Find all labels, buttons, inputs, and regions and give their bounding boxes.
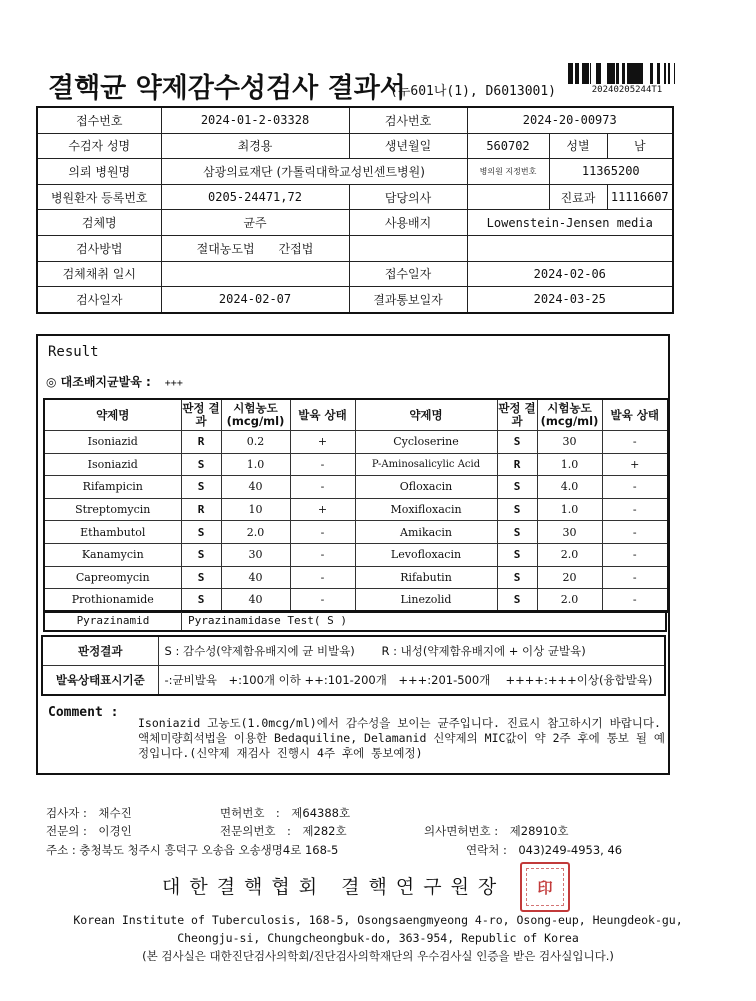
drug-name: Capreomycin <box>44 566 181 589</box>
drug-name: Rifampicin <box>44 476 181 499</box>
barcode-bar <box>627 63 629 84</box>
drug-judgement: S <box>497 498 537 521</box>
drug-concentration: 4.0 <box>537 476 602 499</box>
drug-concentration: 30 <box>537 521 602 544</box>
drug-column-header: 시험농도 (mcg/ml) <box>221 399 290 431</box>
info-value: 11365200 <box>549 159 673 185</box>
info-value: 삼광의료재단 (가톨릭대학교성빈센트병원) <box>161 159 467 185</box>
drug-name: Streptomycin <box>44 498 181 521</box>
drug-column-header: 시험농도 (mcg/ml) <box>537 399 602 431</box>
barcode-bar <box>629 63 632 84</box>
info-row <box>37 133 673 159</box>
legend-header-judgement: 판정결과 <box>42 636 158 666</box>
drug-name: Moxifloxacin <box>355 498 497 521</box>
drug-name: Levofloxacin <box>355 543 497 566</box>
table-row <box>44 566 668 589</box>
drug-judgement: S <box>497 431 537 454</box>
barcode-bar <box>622 63 625 84</box>
drug-growth: - <box>602 476 668 499</box>
drug-column-header: 발육 상태 <box>290 399 355 431</box>
drug-column-header: 판정 결과 <box>497 399 537 431</box>
contact: 연락처 : 043)249-4953, 46 <box>466 843 623 857</box>
info-value: Lowenstein-Jensen media <box>467 210 673 236</box>
barcode-bar <box>674 63 675 84</box>
english-address-line2: Cheongju-si, Chungcheongbuk-do, 363-954, Republic of Korea <box>177 931 579 945</box>
legend-header-growth: 발육상태표시기준 <box>42 666 158 696</box>
info-label: 사용배지 <box>349 210 467 236</box>
table-row <box>44 521 668 544</box>
drug-judgement: S <box>181 566 221 589</box>
drug-name: Isoniazid <box>44 453 181 476</box>
barcode-bar <box>590 63 591 84</box>
info-label: 검사방법 <box>37 235 161 261</box>
barcode-bar <box>578 63 579 84</box>
drug-judgement: S <box>497 589 537 612</box>
info-label: 담당의사 <box>349 184 467 210</box>
drug-growth: - <box>602 498 668 521</box>
drug-judgement: S <box>181 589 221 612</box>
info-label: 성별 <box>549 133 607 159</box>
table-row <box>44 431 668 454</box>
drug-name: Rifabutin <box>355 566 497 589</box>
drug-growth: - <box>290 589 355 612</box>
drug-judgement: S <box>497 521 537 544</box>
english-address-line1: Korean Institute of Tuberculosis, 168-5, Osongsaengmyeong 4-ro, Osong-eup, Heungdeok-gu, <box>73 913 683 927</box>
info-label: 검사일자 <box>37 287 161 313</box>
info-value: 11116607 <box>607 184 673 210</box>
info-value: 560702 <box>467 133 549 159</box>
drug-growth: + <box>290 498 355 521</box>
drug-growth: - <box>602 566 668 589</box>
drug-concentration: 40 <box>221 476 290 499</box>
control-growth-label: ◎ 대조배지균발육 : <box>46 375 151 389</box>
drug-growth: - <box>602 431 668 454</box>
barcode-bar <box>636 63 639 84</box>
info-label: 결과통보일자 <box>349 287 467 313</box>
barcode-bar <box>568 63 570 84</box>
barcode-bar <box>598 63 599 84</box>
drug-name: Isoniazid <box>44 431 181 454</box>
info-value <box>467 235 673 261</box>
info-value <box>161 261 349 287</box>
drug-concentration: 10 <box>221 498 290 521</box>
official-seal: 印 <box>520 862 570 912</box>
barcode-bar <box>575 63 578 84</box>
barcode-number: 20240205244T1 <box>591 85 663 95</box>
info-label: 수검자 성명 <box>37 133 161 159</box>
drug-growth: - <box>290 476 355 499</box>
pyrazinamide-label: Pyrazinamid <box>45 612 182 630</box>
info-value: 2024-01-2-03328 <box>161 107 349 133</box>
drug-judgement: S <box>181 476 221 499</box>
doctor-license-number: 의사면허번호 : 제28910호 <box>424 824 569 838</box>
table-row <box>44 453 668 476</box>
drug-concentration: 2.0 <box>221 521 290 544</box>
barcode-bar <box>632 63 635 84</box>
info-label: 검체채취 일시 <box>37 261 161 287</box>
info-label: 접수번호 <box>37 107 161 133</box>
drug-growth: + <box>290 431 355 454</box>
drug-concentration: 1.0 <box>537 498 602 521</box>
table-row <box>44 589 668 612</box>
control-growth <box>46 373 183 390</box>
table-row <box>44 543 668 566</box>
drug-growth: - <box>290 543 355 566</box>
drug-name: P-Aminosalicylic Acid <box>355 453 497 476</box>
info-row <box>37 159 673 185</box>
barcode-bar <box>616 63 619 84</box>
drug-growth: - <box>602 543 668 566</box>
drug-concentration: 40 <box>221 566 290 589</box>
drug-concentration: 20 <box>537 566 602 589</box>
drug-name: Cycloserine <box>355 431 497 454</box>
barcode-bar <box>572 63 573 84</box>
drug-growth: - <box>602 589 668 612</box>
barcode-bar <box>639 63 641 84</box>
info-value: 2024-02-07 <box>161 287 349 313</box>
address: 주소 : 충청북도 청주시 흥덕구 오송읍 오송생명4로 168-5 <box>46 843 339 857</box>
barcode-bar <box>609 63 612 84</box>
barcode-bar <box>664 63 666 84</box>
info-label: 검사번호 <box>349 107 467 133</box>
info-value: 2024-20-00973 <box>467 107 673 133</box>
barcode-bar <box>612 63 615 84</box>
drug-concentration: 0.2 <box>221 431 290 454</box>
drug-judgement: R <box>181 431 221 454</box>
barcode-bar <box>570 63 572 84</box>
drug-growth: - <box>602 521 668 544</box>
barcode <box>568 63 686 84</box>
form-code: (누601나(1), D6013001) <box>390 84 556 99</box>
comment-text: Isoniazid 고농도(1.0mcg/ml)에서 감수성을 보이는 균주입니다. 진료시 참고하시기 바랍니다.액체미량희석법을 이용한 Bedaquiline, Delamanid 신약제의 MIC값이 약 2주 후에 통보 될 예정입니다.(신약제 재검사 진행시 4주 후에 통보예정) <box>138 716 665 760</box>
info-label: 검체명 <box>37 210 161 236</box>
barcode-bar <box>641 63 643 84</box>
info-value: 절대농도법 간접법 <box>161 235 349 261</box>
info-row <box>37 261 673 287</box>
barcode-bar <box>669 63 670 84</box>
barcode-bar <box>582 63 584 84</box>
drug-concentration: 40 <box>221 589 290 612</box>
organization-name: 대한결핵협회 결핵연구원장 <box>162 876 506 898</box>
table-row <box>44 476 668 499</box>
info-value: 최경용 <box>161 133 349 159</box>
drug-judgement: S <box>497 566 537 589</box>
legend-text-judgement: S : 감수성(약제함유배지에 균 비발육) R : 내성(약제함유배지에 + 이상 균발육) <box>158 636 665 666</box>
drug-concentration: 2.0 <box>537 543 602 566</box>
pyrazinamide-row <box>43 610 667 632</box>
drug-judgement: S <box>497 476 537 499</box>
drug-column-header: 판정 결과 <box>181 399 221 431</box>
pyrazinamide-value: Pyrazinamidase Test( S ) <box>188 614 347 627</box>
drug-concentration: 30 <box>221 543 290 566</box>
info-label: 생년월일 <box>349 133 467 159</box>
drug-growth: + <box>602 453 668 476</box>
barcode-bar <box>599 63 601 84</box>
info-label: 접수일자 <box>349 261 467 287</box>
drug-judgement: S <box>181 543 221 566</box>
specialist: 전문의 : 이경인 <box>46 824 132 838</box>
drug-column-header: 발육 상태 <box>602 399 668 431</box>
info-label <box>349 235 467 261</box>
info-label: 병원환자 등록번호 <box>37 184 161 210</box>
info-row <box>37 235 673 261</box>
drug-growth: - <box>290 453 355 476</box>
result-title: Result <box>48 344 99 360</box>
barcode-bar <box>657 63 660 84</box>
info-label: 병의원 지정번호 <box>467 159 549 185</box>
info-value <box>467 184 549 210</box>
certification-note: (본 검사실은 대한진단검사의학회/진단검사의학재단의 우수검사실 인증을 받은 검사실입니다.) <box>142 949 614 963</box>
info-value: 2024-02-06 <box>467 261 673 287</box>
info-value: 남 <box>607 133 673 159</box>
document-title: 결핵균 약제감수성검사 결과서 <box>48 73 406 104</box>
drug-judgement: R <box>497 453 537 476</box>
drug-concentration: 30 <box>537 431 602 454</box>
barcode-bar <box>587 63 589 84</box>
info-row <box>37 210 673 236</box>
specialist-number: 전문의번호 : 제282호 <box>220 824 347 838</box>
info-value: 0205-24471,72 <box>161 184 349 210</box>
patient-info-table <box>36 106 674 314</box>
drug-name: Kanamycin <box>44 543 181 566</box>
barcode-bar <box>635 63 636 84</box>
drug-concentration: 1.0 <box>537 453 602 476</box>
drug-growth: - <box>290 566 355 589</box>
drug-concentration: 1.0 <box>221 453 290 476</box>
license-number: 면허번호 : 제64388호 <box>220 806 351 820</box>
info-row <box>37 287 673 313</box>
drug-name: Prothionamide <box>44 589 181 612</box>
drug-column-header: 약제명 <box>355 399 497 431</box>
drug-judgement: S <box>181 453 221 476</box>
info-label: 의뢰 병원명 <box>37 159 161 185</box>
info-label: 진료과 <box>549 184 607 210</box>
control-growth-value: +++ <box>164 378 183 389</box>
barcode-bar <box>668 63 669 84</box>
drug-concentration: 2.0 <box>537 589 602 612</box>
legend-text-growth: -:균비발육 +:100개 이하 ++:101-200개 +++:201-500개 ++++:+++이상(융합발육) <box>158 666 665 696</box>
drug-name: Linezolid <box>355 589 497 612</box>
info-row <box>37 107 673 133</box>
drug-name: Amikacin <box>355 521 497 544</box>
info-row <box>37 184 673 210</box>
table-row <box>44 498 668 521</box>
drug-growth: - <box>290 521 355 544</box>
examiner: 검사자 : 채수진 <box>46 806 132 820</box>
info-value: 균주 <box>161 210 349 236</box>
barcode-bar <box>584 63 587 84</box>
barcode-bar <box>650 63 653 84</box>
drug-judgement: S <box>181 521 221 544</box>
legend-table <box>41 635 666 696</box>
barcode-bar <box>596 63 598 84</box>
barcode-bar <box>607 63 609 84</box>
drug-name: Ethambutol <box>44 521 181 544</box>
info-value: 2024-03-25 <box>467 287 673 313</box>
drug-result-table <box>43 398 669 613</box>
drug-judgement: S <box>497 543 537 566</box>
comment-label: Comment : <box>48 705 119 720</box>
drug-column-header: 약제명 <box>44 399 181 431</box>
drug-name: Ofloxacin <box>355 476 497 499</box>
drug-judgement: R <box>181 498 221 521</box>
